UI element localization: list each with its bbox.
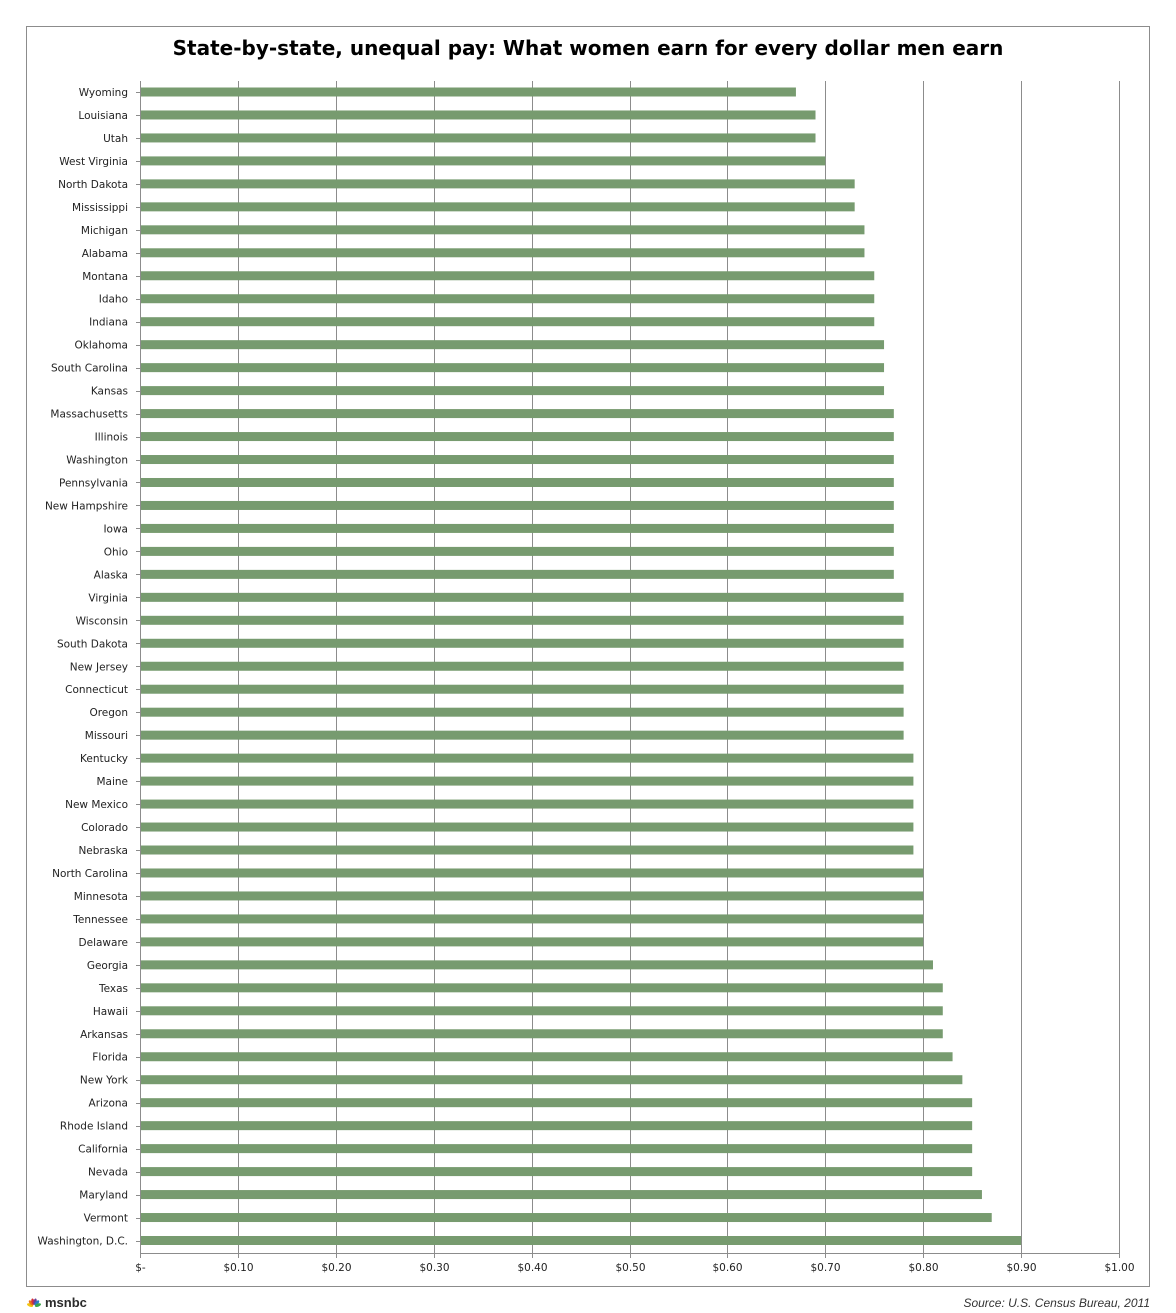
bar <box>141 1075 962 1084</box>
x-tick-label: $0.60 <box>712 1262 743 1274</box>
peacock-icon <box>26 1297 42 1308</box>
bar <box>141 1213 992 1222</box>
bar <box>141 363 884 372</box>
category-label: Texas <box>98 982 128 995</box>
category-label: Alabama <box>81 247 128 260</box>
category-label: Maine <box>96 776 128 789</box>
bar <box>141 110 816 119</box>
bar <box>141 478 894 487</box>
bar <box>141 1098 972 1107</box>
bar <box>141 547 894 556</box>
bar <box>141 616 904 625</box>
category-label: Arkansas <box>80 1028 128 1041</box>
category-label: Connecticut <box>65 684 128 697</box>
category-label: Washington, D.C. <box>37 1235 128 1248</box>
category-label: West Virginia <box>59 155 128 168</box>
category-label: Minnesota <box>73 890 128 903</box>
x-tick-label: $0.90 <box>1006 1262 1037 1274</box>
category-label: Ohio <box>103 546 128 559</box>
bar <box>141 317 874 326</box>
category-label: Colorado <box>81 822 128 835</box>
x-tick-label: $0.70 <box>810 1262 841 1274</box>
category-label: North Dakota <box>58 178 128 191</box>
category-label: Louisiana <box>78 109 128 122</box>
category-label: Florida <box>92 1051 128 1064</box>
category-label: New Hampshire <box>44 500 128 513</box>
bar <box>141 846 913 855</box>
category-label: Iowa <box>103 523 128 536</box>
category-label: Alaska <box>93 569 128 582</box>
bar <box>141 708 904 717</box>
bar <box>141 386 884 395</box>
bar <box>141 501 894 510</box>
bar <box>141 937 923 946</box>
x-tick-label: $0.20 <box>321 1262 352 1274</box>
category-label: Kentucky <box>80 753 128 766</box>
category-label: Washington <box>66 454 128 467</box>
category-label: Idaho <box>98 293 128 306</box>
category-label: California <box>78 1143 128 1156</box>
bar <box>141 639 904 648</box>
bar <box>141 1029 943 1038</box>
category-label: New Jersey <box>69 661 128 674</box>
bar <box>141 133 816 142</box>
bar <box>141 960 933 969</box>
category-label: Arizona <box>88 1097 128 1110</box>
category-label: Virginia <box>88 592 128 605</box>
category-label: Missouri <box>84 730 128 743</box>
category-label: Rhode Island <box>59 1120 128 1133</box>
category-label: Wisconsin <box>75 615 128 628</box>
bar <box>141 455 894 464</box>
bar <box>141 1190 982 1199</box>
category-label: Utah <box>103 132 128 145</box>
category-label: Nebraska <box>78 845 128 858</box>
bar <box>141 432 894 441</box>
bar <box>141 754 913 763</box>
bar <box>141 1052 953 1061</box>
category-label: Massachusetts <box>50 408 128 421</box>
x-tick-label: $0.30 <box>419 1262 450 1274</box>
category-label: New Mexico <box>65 799 128 812</box>
bar <box>141 662 904 671</box>
category-label: South Dakota <box>56 638 128 651</box>
category-label: Kansas <box>90 385 128 398</box>
bar <box>141 891 923 900</box>
bar <box>141 685 904 694</box>
bar <box>141 777 913 786</box>
x-tick-labels <box>135 1262 1134 1274</box>
x-tick-label: $0.40 <box>517 1262 548 1274</box>
x-tick-label: $0.10 <box>223 1262 254 1274</box>
bar <box>141 1144 972 1153</box>
category-label: Wyoming <box>78 87 128 99</box>
category-label: Oregon <box>89 707 128 720</box>
bar <box>141 271 874 280</box>
bar <box>141 914 923 923</box>
category-label: Michigan <box>80 224 128 237</box>
bar <box>141 409 894 418</box>
category-label: Mississippi <box>72 201 128 214</box>
bar <box>141 248 864 257</box>
bar <box>141 1006 943 1015</box>
category-labels <box>38 87 129 1248</box>
category-label: Nevada <box>87 1166 128 1179</box>
category-label: Hawaii <box>92 1005 128 1018</box>
category-label: Illinois <box>94 431 128 444</box>
category-label: New York <box>79 1074 128 1087</box>
category-label: Tennessee <box>73 913 128 926</box>
category-label: Maryland <box>79 1189 128 1202</box>
bar <box>141 524 894 533</box>
bar <box>141 88 796 97</box>
bars <box>141 88 1021 1246</box>
msnbc-logo <box>26 1295 87 1310</box>
bar <box>141 983 943 992</box>
category-label: Montana <box>82 270 128 283</box>
source-note: Source: U.S. Census Bureau, 2011 <box>963 1296 1150 1310</box>
bar <box>141 800 913 809</box>
bar <box>141 202 855 211</box>
x-tick-label: $1.00 <box>1104 1262 1135 1274</box>
bar <box>141 1167 972 1176</box>
category-label: Oklahoma <box>74 339 128 352</box>
x-tick-label: $0.50 <box>615 1262 646 1274</box>
bar <box>141 1236 1021 1245</box>
bar <box>141 731 904 740</box>
category-label: Vermont <box>83 1212 128 1225</box>
category-label: South Carolina <box>50 362 128 375</box>
logo-text: msnbc <box>45 1295 87 1310</box>
x-tick-label: $- <box>135 1262 146 1274</box>
bar <box>141 570 894 579</box>
bar <box>141 1121 972 1130</box>
bar <box>141 225 864 234</box>
category-label: Delaware <box>78 936 128 949</box>
category-label: Indiana <box>89 316 128 329</box>
category-label: Pennsylvania <box>59 477 128 490</box>
bar <box>141 340 884 349</box>
bar <box>141 868 923 877</box>
category-label: North Carolina <box>52 867 128 880</box>
bar <box>141 179 855 188</box>
bar <box>141 593 904 602</box>
bar <box>141 294 874 303</box>
chart-title: State-by-state, unequal pay: What women earn for every dollar men earn <box>172 36 1004 60</box>
bar <box>141 156 825 165</box>
bar <box>141 823 913 832</box>
category-label: Georgia <box>86 959 128 972</box>
x-tick-label: $0.80 <box>908 1262 939 1274</box>
